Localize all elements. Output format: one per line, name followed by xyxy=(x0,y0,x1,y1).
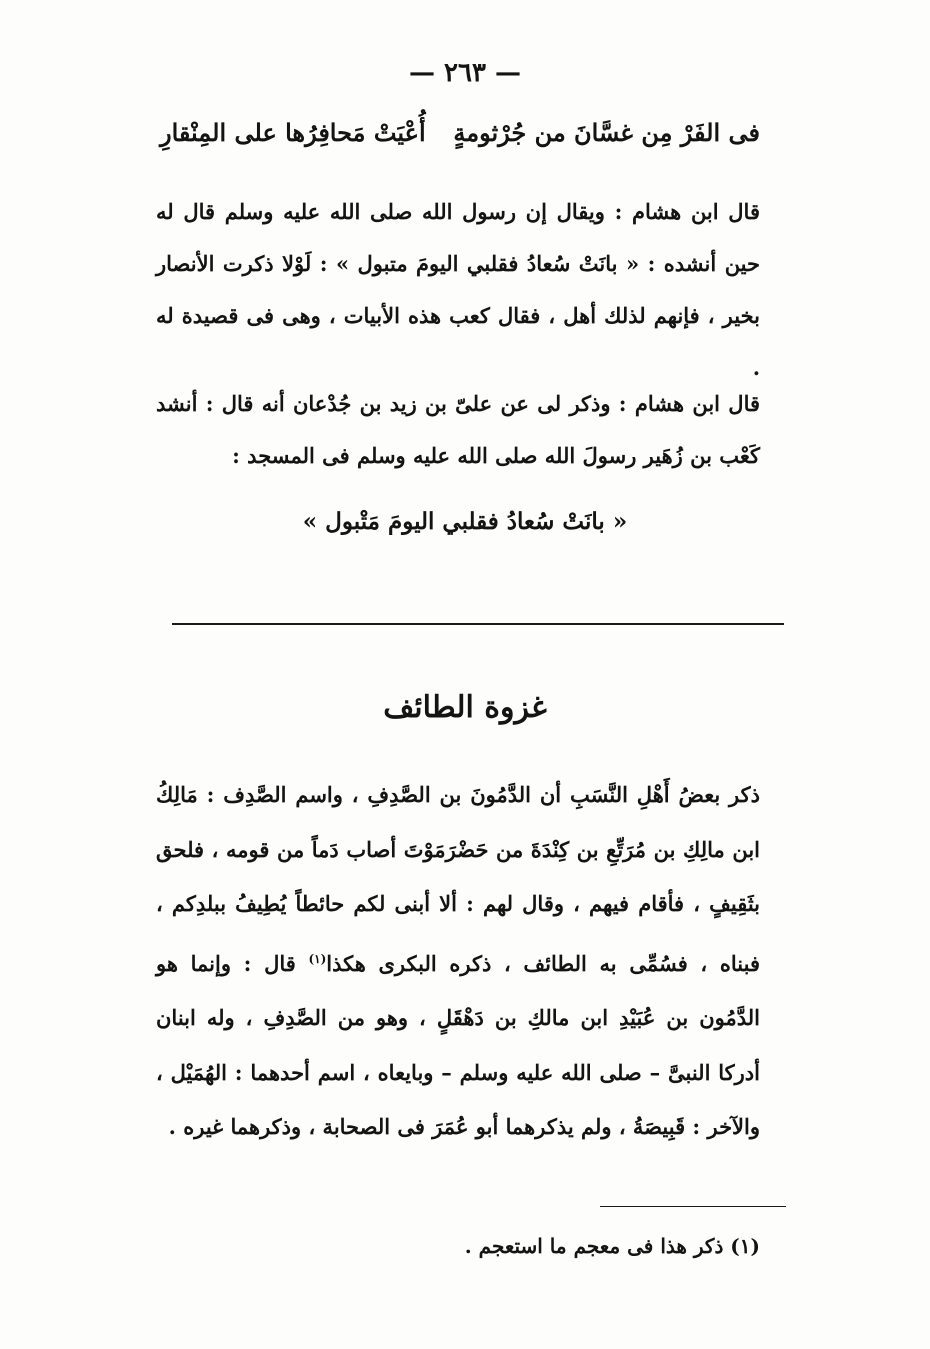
footnote: (١) ذكر هذا فى معجم ما استعجم . xyxy=(464,1234,760,1258)
verse-second-hemistich: أُعْيَتْ مَحافِرُها على المِنْقارِ xyxy=(160,118,426,147)
centered-verse: « بانَتْ سُعادُ فقلبي اليومَ مَتْبول » xyxy=(302,508,628,535)
section-heading: غزوة الطائف xyxy=(383,690,547,725)
paragraph-ibn-hisham-2: قال ابن هشام : وذكر لى عن علىّ بن زيد بن جُدْعان أنه قال : أنشد كَعْب بن زُهَير رسولَ الله صلى الله عليه وسلم فى المسجد : xyxy=(156,391,760,468)
paragraph-taif xyxy=(156,768,760,1155)
taif-text-part1: ذكر بعضُ أَهْلِ النَّسَبِ أن الدَّمُونَ بن الصَّدِفِ ، واسم الصَّدِف : مَالِكُ ابن مالِكِ بن مُرَتِّعِ بن كِنْدَةَ من حَضْرَمَوْتَ أصاب دَماً من قومه ، فلحق بثَقِيفٍ ، فأقام فيهم ، وقال لهم : ألا أبنى لكم حائطاً يُطِيفُ ببلدِكم ، فبناه ، فسُمِّى به الطائف ، ذكره البكرى هكذا xyxy=(156,782,760,976)
paragraph-ibn-hisham-1: قال ابن هشام : ويقال إن رسول الله صلى الله عليه وسلم قال له حين أنشده : « بانَتْ سُعادُ فقلبي اليومَ متبول » : لَوْلا ذكرت الأنصار بخير ، فإنهم لذلك أهل ، فقال كعب هذه الأبيات ، وهى فى قصيدة له . xyxy=(156,199,760,380)
taif-text-part2: قال : وإنما هو الدَّمُون بن عُبَيْدِ ابن مالكِ بن دَهْقَلٍ ، وهو من الصَّدِفِ ، وله ابنان أدركا النبىَّ – صلى الله عليه وسلم – وبايعاه ، اسم أحدهما : الهُمَيْل ، والآخر : قَبِيصَةُ ، ولم يذكرهما أبو عُمَرَ فى الصحابة ، وذكرهما غيره . xyxy=(156,950,760,1139)
page-number: — ٢٦٣ — xyxy=(408,58,522,88)
verse-first-hemistich: فى الفَرْ مِن غسَّانَ من جُرْثومةٍ xyxy=(453,118,760,147)
section-divider xyxy=(172,623,784,625)
verse-line xyxy=(160,118,760,147)
footnote-divider xyxy=(600,1206,786,1207)
footnote-reference: (١) xyxy=(308,951,327,966)
